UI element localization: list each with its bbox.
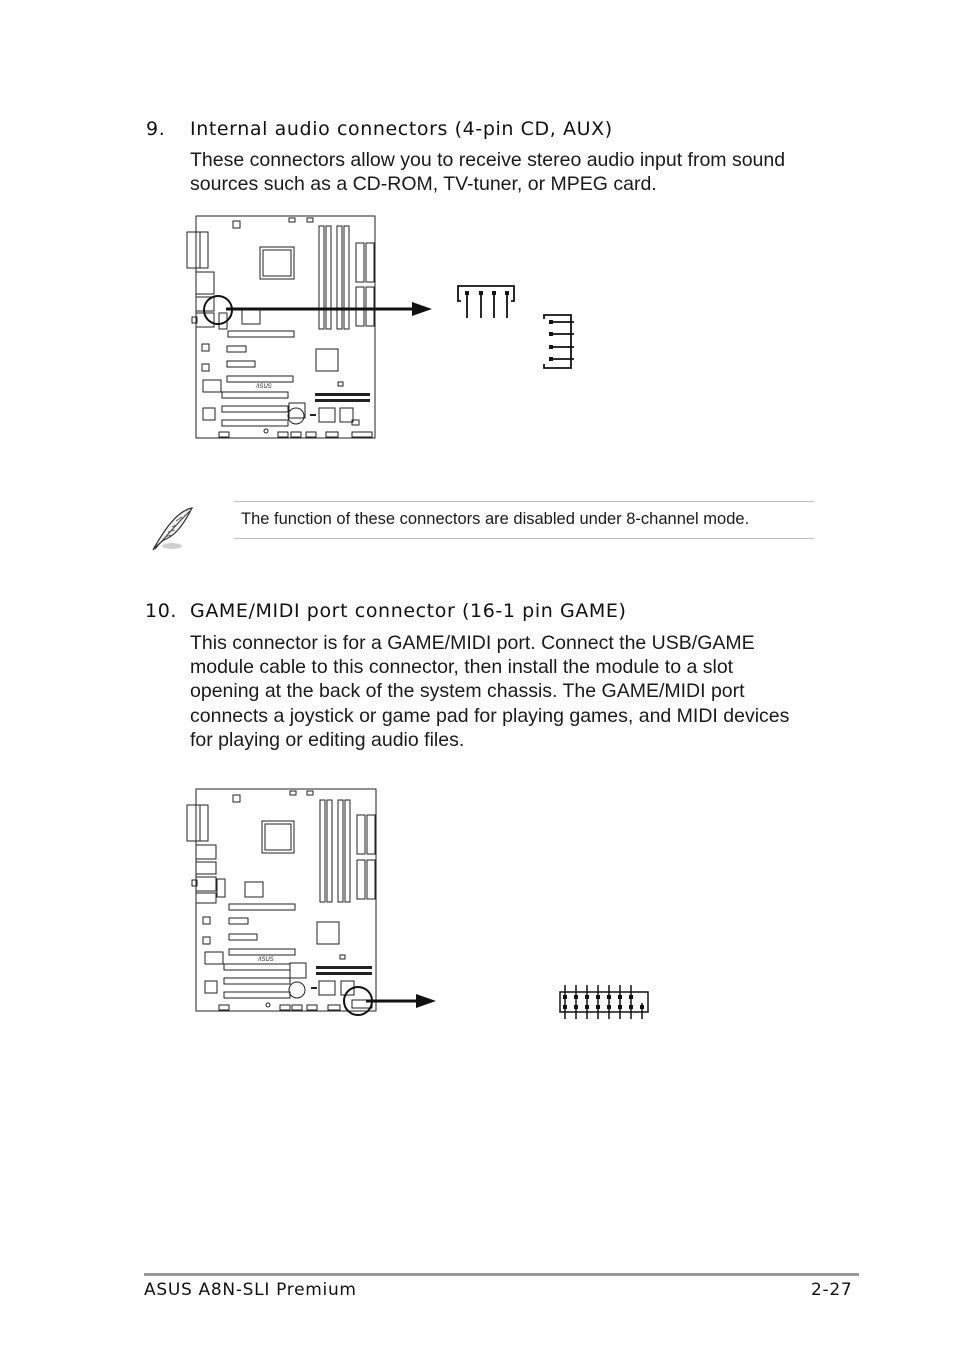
section-9-title: Internal audio connectors (4-pin CD, AUX) xyxy=(190,118,613,140)
section-9-body: These connectors allow you to receive stereo audio input from sound sources such as a CD-ROM, TV-tuner, or MPEG card. xyxy=(190,149,786,196)
footer-product-name: ASUS A8N-SLI Premium xyxy=(144,1280,357,1300)
section-10-body-line: opening at the back of the system chassis. The GAME/MIDI port xyxy=(190,680,745,703)
section-10-number: 10. xyxy=(145,600,178,622)
section-10-body-line: This connector is for a GAME/MIDI port. Connect the USB/GAME xyxy=(190,632,755,654)
note-text: The function of these connectors are disabled under 8-channel mode. xyxy=(241,510,750,528)
section-9-number: 9. xyxy=(146,118,166,140)
section-10-body-line: for playing or editing audio files. xyxy=(190,728,465,751)
board-logo: /ISUS xyxy=(256,384,272,390)
footer-page-number: 2-27 xyxy=(811,1280,853,1300)
section-10-body-line: connects a joystick or game pad for playing games, and MIDI devices xyxy=(190,704,790,727)
footer-rule xyxy=(144,1273,859,1276)
section-10-title: GAME/MIDI port connector (16-1 pin GAME) xyxy=(190,600,627,622)
board-logo-2: /ISUS xyxy=(258,957,274,963)
section-10-body-line: module cable to this connector, then install the module to a slot xyxy=(190,656,734,679)
